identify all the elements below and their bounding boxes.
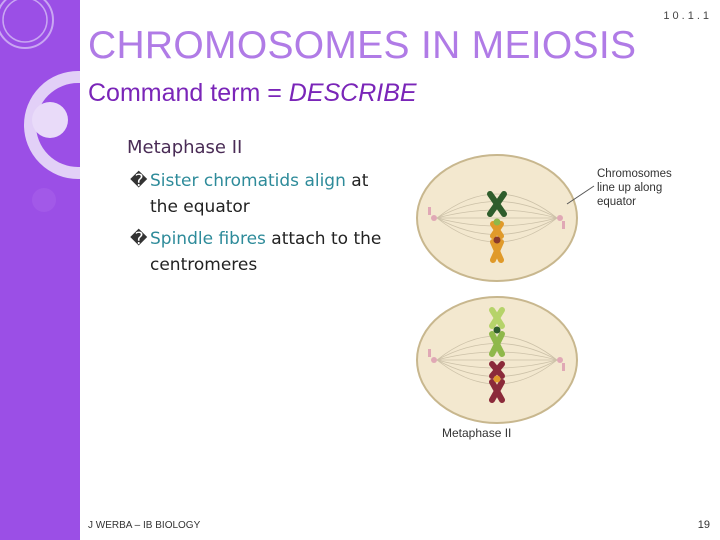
bullet-highlight: Sister chromatids align	[150, 171, 346, 191]
bullet-highlight: Spindle fibres	[150, 229, 266, 249]
circle-decoration-icon	[0, 0, 80, 540]
bullet-item	[130, 168, 400, 220]
slide-title: CHROMOSOMES IN MEIOSIS	[88, 24, 637, 67]
callout-label	[597, 168, 675, 208]
bullet-list	[130, 168, 400, 284]
callout-line: Chromosomes	[597, 168, 672, 180]
slide-code: 10.1.1	[663, 10, 712, 22]
sidebar-decoration	[0, 0, 80, 540]
bullet-marker-icon: �	[130, 171, 148, 191]
subtitle-prefix: Command term =	[88, 79, 289, 107]
bullet-text: attach to the centromeres	[150, 229, 382, 275]
bullet-marker-icon: �	[130, 229, 148, 249]
callout-line: line up along	[597, 182, 663, 194]
section-heading: Metaphase II	[127, 137, 243, 158]
subtitle-term: DESCRIBE	[288, 79, 417, 107]
lower-cell	[417, 297, 577, 423]
callout-line: equator	[597, 196, 637, 208]
bullet-item	[130, 226, 400, 278]
diagram-caption: Metaphase II	[442, 426, 512, 440]
footer-author: J WERBA – IB BIOLOGY	[88, 520, 201, 531]
upper-cell	[417, 155, 577, 281]
slide-subtitle	[88, 79, 417, 108]
bullet-text: at the equator	[150, 171, 369, 217]
metaphase-ii-diagram	[412, 150, 712, 450]
page-number: 19	[697, 519, 710, 531]
